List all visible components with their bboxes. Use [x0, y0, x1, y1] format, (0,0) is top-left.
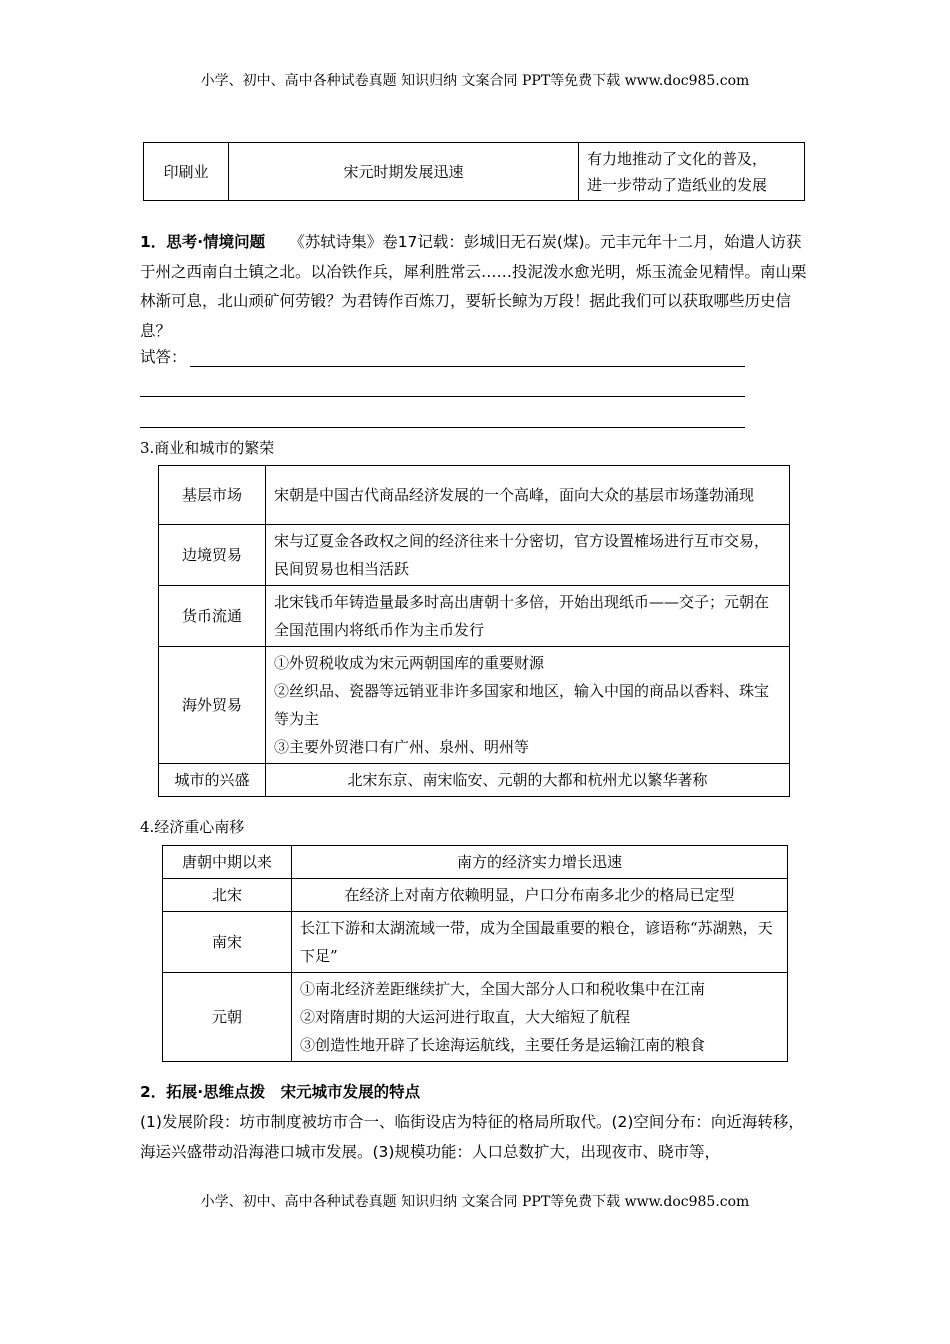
extension-2-title: 2．拓展·思维点拨 宋元城市发展的特点: [140, 1083, 421, 1101]
table-row: [159, 466, 790, 525]
table-row: [163, 846, 788, 879]
row-content: 在经济上对南方依赖明显，户口分布南多北少的格局已定型: [292, 879, 788, 912]
answer-label: 试答：: [140, 348, 187, 366]
row-label: 南宋: [163, 912, 292, 973]
question-1: [140, 228, 815, 346]
effect-line: 进一步带动了造纸业的发展: [587, 175, 768, 194]
row-label: 元朝: [163, 973, 292, 1062]
question-1-text: 《苏轼诗集》卷17记载：彭城旧无石炭(煤)。元丰元年十二月，始遣人访获于州之西南白土镇之北。以冶铁作兵，犀利胜常云……投泥泼水愈光明，烁玉流金见精悍。南山栗林渐可息，北山顽矿何劳锻？为君铸作百炼刀，要斩长鲸为万段！据此我们可以获取哪些历史信息？: [140, 233, 807, 340]
row-content: 北宋钱币年铸造量最多时高出唐朝十多倍，开始出现纸币——交子；元朝在全国范围内将纸币作为主币发行: [266, 586, 790, 647]
row-content: 北宋东京、南宋临安、元朝的大都和杭州尤以繁华著称: [266, 764, 790, 797]
answer-line[interactable]: [140, 427, 745, 428]
row-label: 北宋: [163, 879, 292, 912]
table-row: [159, 586, 790, 647]
table-printing: [143, 142, 805, 201]
row-content: 南方的经济实力增长迅速: [292, 846, 788, 879]
row-content: 长江下游和太湖流域一带，成为全国最重要的粮仓，谚语称“苏湖熟，天下足”: [292, 912, 788, 973]
section-3-title: 3.商业和城市的繁荣: [140, 439, 275, 457]
row-label: 城市的兴盛: [159, 764, 266, 797]
table-row: [163, 973, 788, 1062]
row-label: 边境贸易: [159, 525, 266, 586]
table-cell-desc: 宋元时期发展迅速: [229, 143, 579, 201]
extension-2-text: (1)发展阶段：坊市制度被坊市合一、临街设店为特征的格局所取代。(2)空间分布：向近海转移，海运兴盛带动沿海港口城市发展。(3)规模功能：人口总数扩大，出现夜市、晓市等，: [140, 1113, 804, 1161]
table-row: [159, 764, 790, 797]
row-label: 海外贸易: [159, 647, 266, 764]
row-content: 宋与辽夏金各政权之间的经济往来十分密切，官方设置榷场进行互市交易，民间贸易也相当活跃: [266, 525, 790, 586]
table-row: [159, 647, 790, 764]
table-commerce: [158, 465, 790, 797]
table-row: [144, 143, 805, 201]
table-cell-name: 印刷业: [144, 143, 229, 201]
table-cell-effect: [579, 143, 805, 201]
row-label: 唐朝中期以来: [163, 846, 292, 879]
row-content: 宋朝是中国古代商品经济发展的一个高峰，面向大众的基层市场蓬勃涌现: [266, 466, 790, 525]
question-1-title: 1．思考·情境问题: [140, 233, 266, 251]
table-economic-shift: [162, 845, 788, 1062]
row-content: [292, 973, 788, 1062]
table-row: [163, 879, 788, 912]
page-header: 小学、初中、高中各种试卷真题 知识归纳 文案合同 PPT等免费下载 www.doc985.com: [200, 73, 750, 89]
content-line: ②对隋唐时期的大运河进行取直，大大缩短了航程: [300, 1008, 631, 1026]
effect-line: 有力地推动了文化的普及，: [587, 149, 768, 168]
table-row: [163, 912, 788, 973]
answer-line[interactable]: [190, 366, 745, 367]
content-line: ①南北经济差距继续扩大，全国大部分人口和税收集中在江南: [300, 980, 706, 998]
section-4-title: 4.经济重心南移: [140, 818, 245, 836]
answer-line[interactable]: [140, 396, 745, 397]
row-label: 基层市场: [159, 466, 266, 525]
page-footer: 小学、初中、高中各种试卷真题 知识归纳 文案合同 PPT等免费下载 www.doc985.com: [200, 1194, 750, 1210]
content-line: ③创造性地开辟了长途海运航线，主要任务是运输江南的粮食: [300, 1036, 706, 1054]
content-line: ①外贸税收成为宋元两朝国库的重要财源: [274, 654, 545, 672]
row-label: 货币流通: [159, 586, 266, 647]
content-line: ③主要外贸港口有广州、泉州、明州等: [274, 738, 530, 756]
row-content: [266, 647, 790, 764]
table-row: [159, 525, 790, 586]
content-line: ②丝织品、瓷器等远销亚非许多国家和地区，输入中国的商品以香料、珠宝等为主: [274, 682, 770, 728]
